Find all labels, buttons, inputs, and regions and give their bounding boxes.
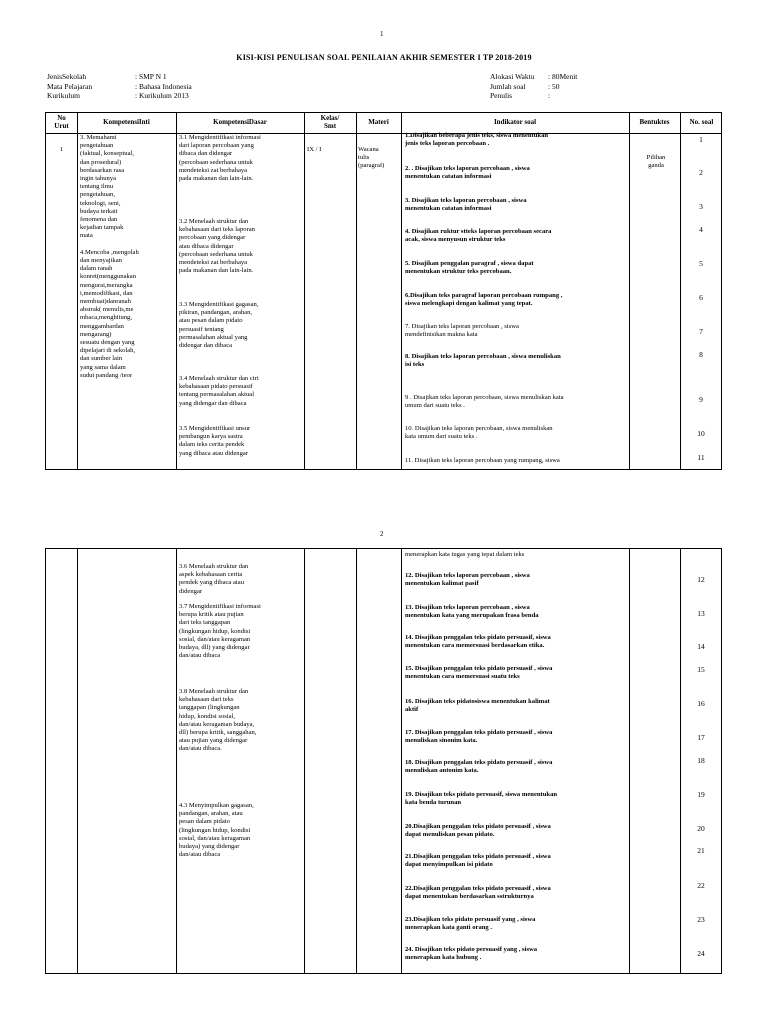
column-divider — [176, 549, 177, 973]
meta-value: : 50 — [548, 81, 560, 91]
meta-key: JenisSekolah — [47, 72, 87, 81]
indicator-item: 14. Disajikan penggalan teks pidato persuasif, siswa menentukan cara memersuasi berdasarkan etika. — [405, 634, 551, 650]
meta-left — [47, 72, 192, 101]
question-number: 16 — [697, 699, 705, 708]
question-number: 10 — [697, 429, 705, 438]
meta-key: Penulis — [490, 91, 513, 100]
meta-key: Jumlah soal — [490, 81, 526, 91]
indicator-item: 24. Disajikan teks pidato persuasif yang , siswa menerapkan kata hubung . — [405, 946, 538, 962]
column-divider — [401, 549, 402, 973]
column-divider — [356, 113, 357, 469]
question-number: 1 — [699, 135, 703, 144]
indicator-item: 1.Disajikan beberapa jenis teks, siswa menentukan jenis teks laporan percobaan . — [405, 132, 549, 148]
question-number: 5 — [699, 259, 703, 268]
kd-item: 3.2 Menelaah struktur dan kebahasaan dari teks laporan percobaan yang didengar atau dibaca didengar (percobaan sederhana untuk mendeteksi zat berbahaya pada makanan dan lain-lain. — [179, 218, 255, 275]
meta-key: Alokasi Waktu — [490, 72, 535, 81]
indicator-item: 23.Disajikan teks pidato persuasif yang , siswa menerapkan kata ganti orang . — [405, 916, 536, 932]
meta-value: : Kurikulum 2013 — [135, 91, 189, 100]
meta-row — [47, 91, 192, 101]
meta-value: : Bahasa Indonesia — [135, 81, 192, 91]
question-number: 13 — [697, 609, 705, 618]
indicator-item: 12. Disajikan teks laporan percobaan , siswa menentukan kalimat pasif — [405, 572, 530, 588]
page-1 — [0, 0, 768, 500]
column-divider — [77, 549, 78, 973]
question-number: 18 — [697, 756, 705, 765]
indicator-item: 18. Disajikan penggalan teks pidato persuasif , siswa menuliskan antonim kata. — [405, 759, 553, 775]
kd-item: 3.1 Mengidentifikasi informasi dari laporan percobaan yang dibaca dan didengar (percobaan sederhana untuk mendeteksi zat berbahaya pada makanan dan lain-lain. — [179, 134, 261, 183]
column-divider — [401, 113, 402, 469]
header-kompetensi-dasar: KompetensiDasar — [213, 118, 267, 126]
question-number: 3 — [699, 202, 703, 211]
page-number: 2 — [380, 530, 384, 538]
meta-key: Mata Pelajaran — [47, 81, 93, 91]
carry-over-text: menerapkan kata tugas yang tepat dalam teks — [405, 551, 525, 558]
kd-item: 3.8 Menelaah struktur dan kebahasaan dari teks tanggapan (lingkungan hidup, kondisi sosial, dan/atau keragaman budaya, dll) berupa kritik, sanggahan, atau pujian yang didengar dan/atau dibaca. — [179, 688, 257, 753]
bentuk-tes-value: Pilihan ganda — [646, 154, 666, 170]
header-indikator: Indikator soal — [493, 118, 537, 126]
question-number: 22 — [697, 881, 705, 890]
meta-row — [47, 82, 192, 92]
column-divider — [356, 549, 357, 973]
question-number: 23 — [697, 915, 705, 924]
question-number: 20 — [697, 824, 705, 833]
indicator-item: 7. Disajikan teks laporan percobaan , siswa mendefinisikan makna kata — [405, 323, 519, 339]
indicator-item: 22.Disajikan penggalan teks pidato persuasif , siswa dapat menentukan berdasarkan sstrukturnya — [405, 885, 551, 901]
page-2 — [0, 500, 768, 1024]
kd-item: 3.5 Mengidentifikasi unsur pembangun karya sastra dalam teks cerita pendek yang dibaca atau didengar — [179, 425, 251, 457]
question-number: 8 — [699, 350, 703, 359]
indicator-item: 21.Disajikan penggalan teks pidato persuasif , siswa dapat menyimpulkan isi pidato — [405, 853, 551, 869]
header-no-urut: No Urut — [54, 114, 69, 130]
question-number: 6 — [699, 293, 703, 302]
question-number: 7 — [699, 327, 703, 336]
indicator-item: 2. . Disajikan teks laporan percobaan , siswa menentukan catatan informasi — [405, 165, 530, 181]
indicator-item: 16. Disajikan teks pidatosiswa menentukan kalimat aktif — [405, 698, 550, 714]
indicator-item: 6.Disajikan teks paragraf laporan percobaan rumpang , siswa melengkapi dengan kalimat yang tepat. — [405, 292, 563, 308]
question-number: 11 — [697, 453, 705, 462]
indicator-item: 5. Disajikan penggalan paragraf , siswa dapat menentukan struktur teks percobaan. — [405, 260, 534, 276]
kompetensi-inti-text: 3. Memahami pengetahuan (faktual, konseptual, dan prosedural) berdasarkan rasa ingin tahunya tentang ilmu pengetahuan, teknologi, seni, budaya terkait fenomena dan kejadian tampak mata 4.Mencoba ,mengolah dan menyajikan dalam ranah konret(menggunakan mengurai,merangka i,memodifikasi, dan membuat)danranah abstrak( menulis,me mbaca,menghitung, menggambardan mengarang) sesuatu dengan yang dipelajari di sekolah, dan sumber lain yang sama dalam sudut pandang /teor — [80, 134, 139, 379]
meta-right — [490, 72, 577, 101]
indicator-item: 9 . Disajikan teks laporan percobaan, siswa menuliskan kata umum dari suatu teks . — [405, 394, 564, 410]
question-number: 17 — [697, 733, 705, 742]
indicator-item: 15. Disajikan penggalan teks pidato persuasif , siswa menentukan cara memersuasi suatu teks — [405, 665, 553, 681]
indicator-item: 19. Disajikan teks pidato persuasif, siswa menentukan kata benda turunan — [405, 791, 558, 807]
column-divider — [680, 549, 681, 973]
header-no-soal: No. soal — [689, 118, 714, 126]
meta-row — [490, 82, 577, 92]
kd-item: 3.3 Mengidentifikasi gagasan, pikiran, pandangan, arahan, atau pesan dalam pidato persuasif tentang permasalahan aktual yang didengar dan dibaca — [179, 301, 259, 350]
meta-value: : SMP N 1 — [135, 72, 167, 81]
kd-item: 4.3 Menyimpulkan gagasan, pandangan, arahan, atau pesan dalam pidato (lingkungan hidup, kondisi sosial, dan/atau keragaman budaya) yang didengar dan/atau dibaca — [179, 802, 254, 859]
question-number: 19 — [697, 790, 705, 799]
question-number: 15 — [697, 665, 705, 674]
indicator-item: 3. Disajikan teks laporan percobaan , siswa menentukan catatan informasi — [405, 197, 527, 213]
kelas-smt-value: IX / I — [307, 146, 322, 153]
kd-item: 3.6 Menelaah struktur dan aspek kebahasaan cerita pendek yang dibaca atau didengar — [179, 563, 249, 595]
question-number: 21 — [697, 846, 705, 855]
question-number: 9 — [699, 395, 703, 404]
question-number: 2 — [699, 168, 703, 177]
page-number: 1 — [380, 30, 384, 38]
meta-row — [490, 72, 577, 82]
document-title: KISI-KISI PENULISAN SOAL PENILAIAN AKHIR SEMESTER I TP 2018-2019 — [236, 53, 532, 62]
indicator-item: 4. Disajikan ruktur stteks laporan percobaan secara acak, siswa menyusun struktur teks — [405, 228, 552, 244]
question-number: 24 — [697, 949, 705, 958]
question-number: 4 — [699, 225, 703, 234]
indicator-item: 20.Disajikan penggalan teks pidato persuasif , siswa dapat menuliskan pesan pidato. — [405, 823, 551, 839]
header-materi: Materi — [368, 118, 389, 126]
question-number: 12 — [697, 575, 705, 584]
kd-item: 3.7 Mengidentifikasi informasi berupa kritik atau pujian dari teks tanggapan (lingkungan hidup, kondisi sosial, dan/atau keragaman budaya, dll) yang didengar dan/atau dibaca — [179, 603, 261, 660]
meta-row — [47, 72, 192, 82]
indicator-item: 8. Disajikan teks laporan percobaan , siswa menuliskan isi teks — [405, 353, 561, 369]
meta-value: : — [548, 91, 551, 100]
question-number: 14 — [697, 642, 705, 651]
meta-key: Kurikulum — [47, 91, 80, 100]
materi-value: Wacana tulis (paragraf) — [358, 146, 385, 170]
kd-item: 3.4 Menelaah struktur dan ciri kebahasaan pidato persuasif tentang permasalahan aktual yang didengar dan dibaca — [179, 375, 259, 407]
indicator-item: 17. Disajikan penggalan teks pidato persuasif , siswa menuliskan sinonim kata. — [405, 729, 553, 745]
indicator-item: 13. Disajikan teks laporan percobaan , siswa menentukan kata yang merupakan frasa benda — [405, 604, 539, 620]
indicator-item: 11. Disajikan teks laporan percobaan yang rumpang, siswa — [405, 457, 560, 464]
meta-row — [490, 91, 577, 101]
row-number: 1 — [60, 146, 64, 153]
column-divider — [77, 113, 78, 469]
header-bentuk-tes: Bentuktes — [639, 118, 670, 126]
header-kompetensi-inti: KompetensiInti — [103, 118, 150, 126]
column-divider — [176, 113, 177, 469]
indicator-item: 10. Disajikan teks laporan percobaan, siswa menuliskan kata umum dari suatu teks . — [405, 425, 553, 441]
meta-value: : 80Menit — [548, 72, 578, 81]
header-kelas-smt: Kelas/ Smt — [320, 114, 340, 130]
